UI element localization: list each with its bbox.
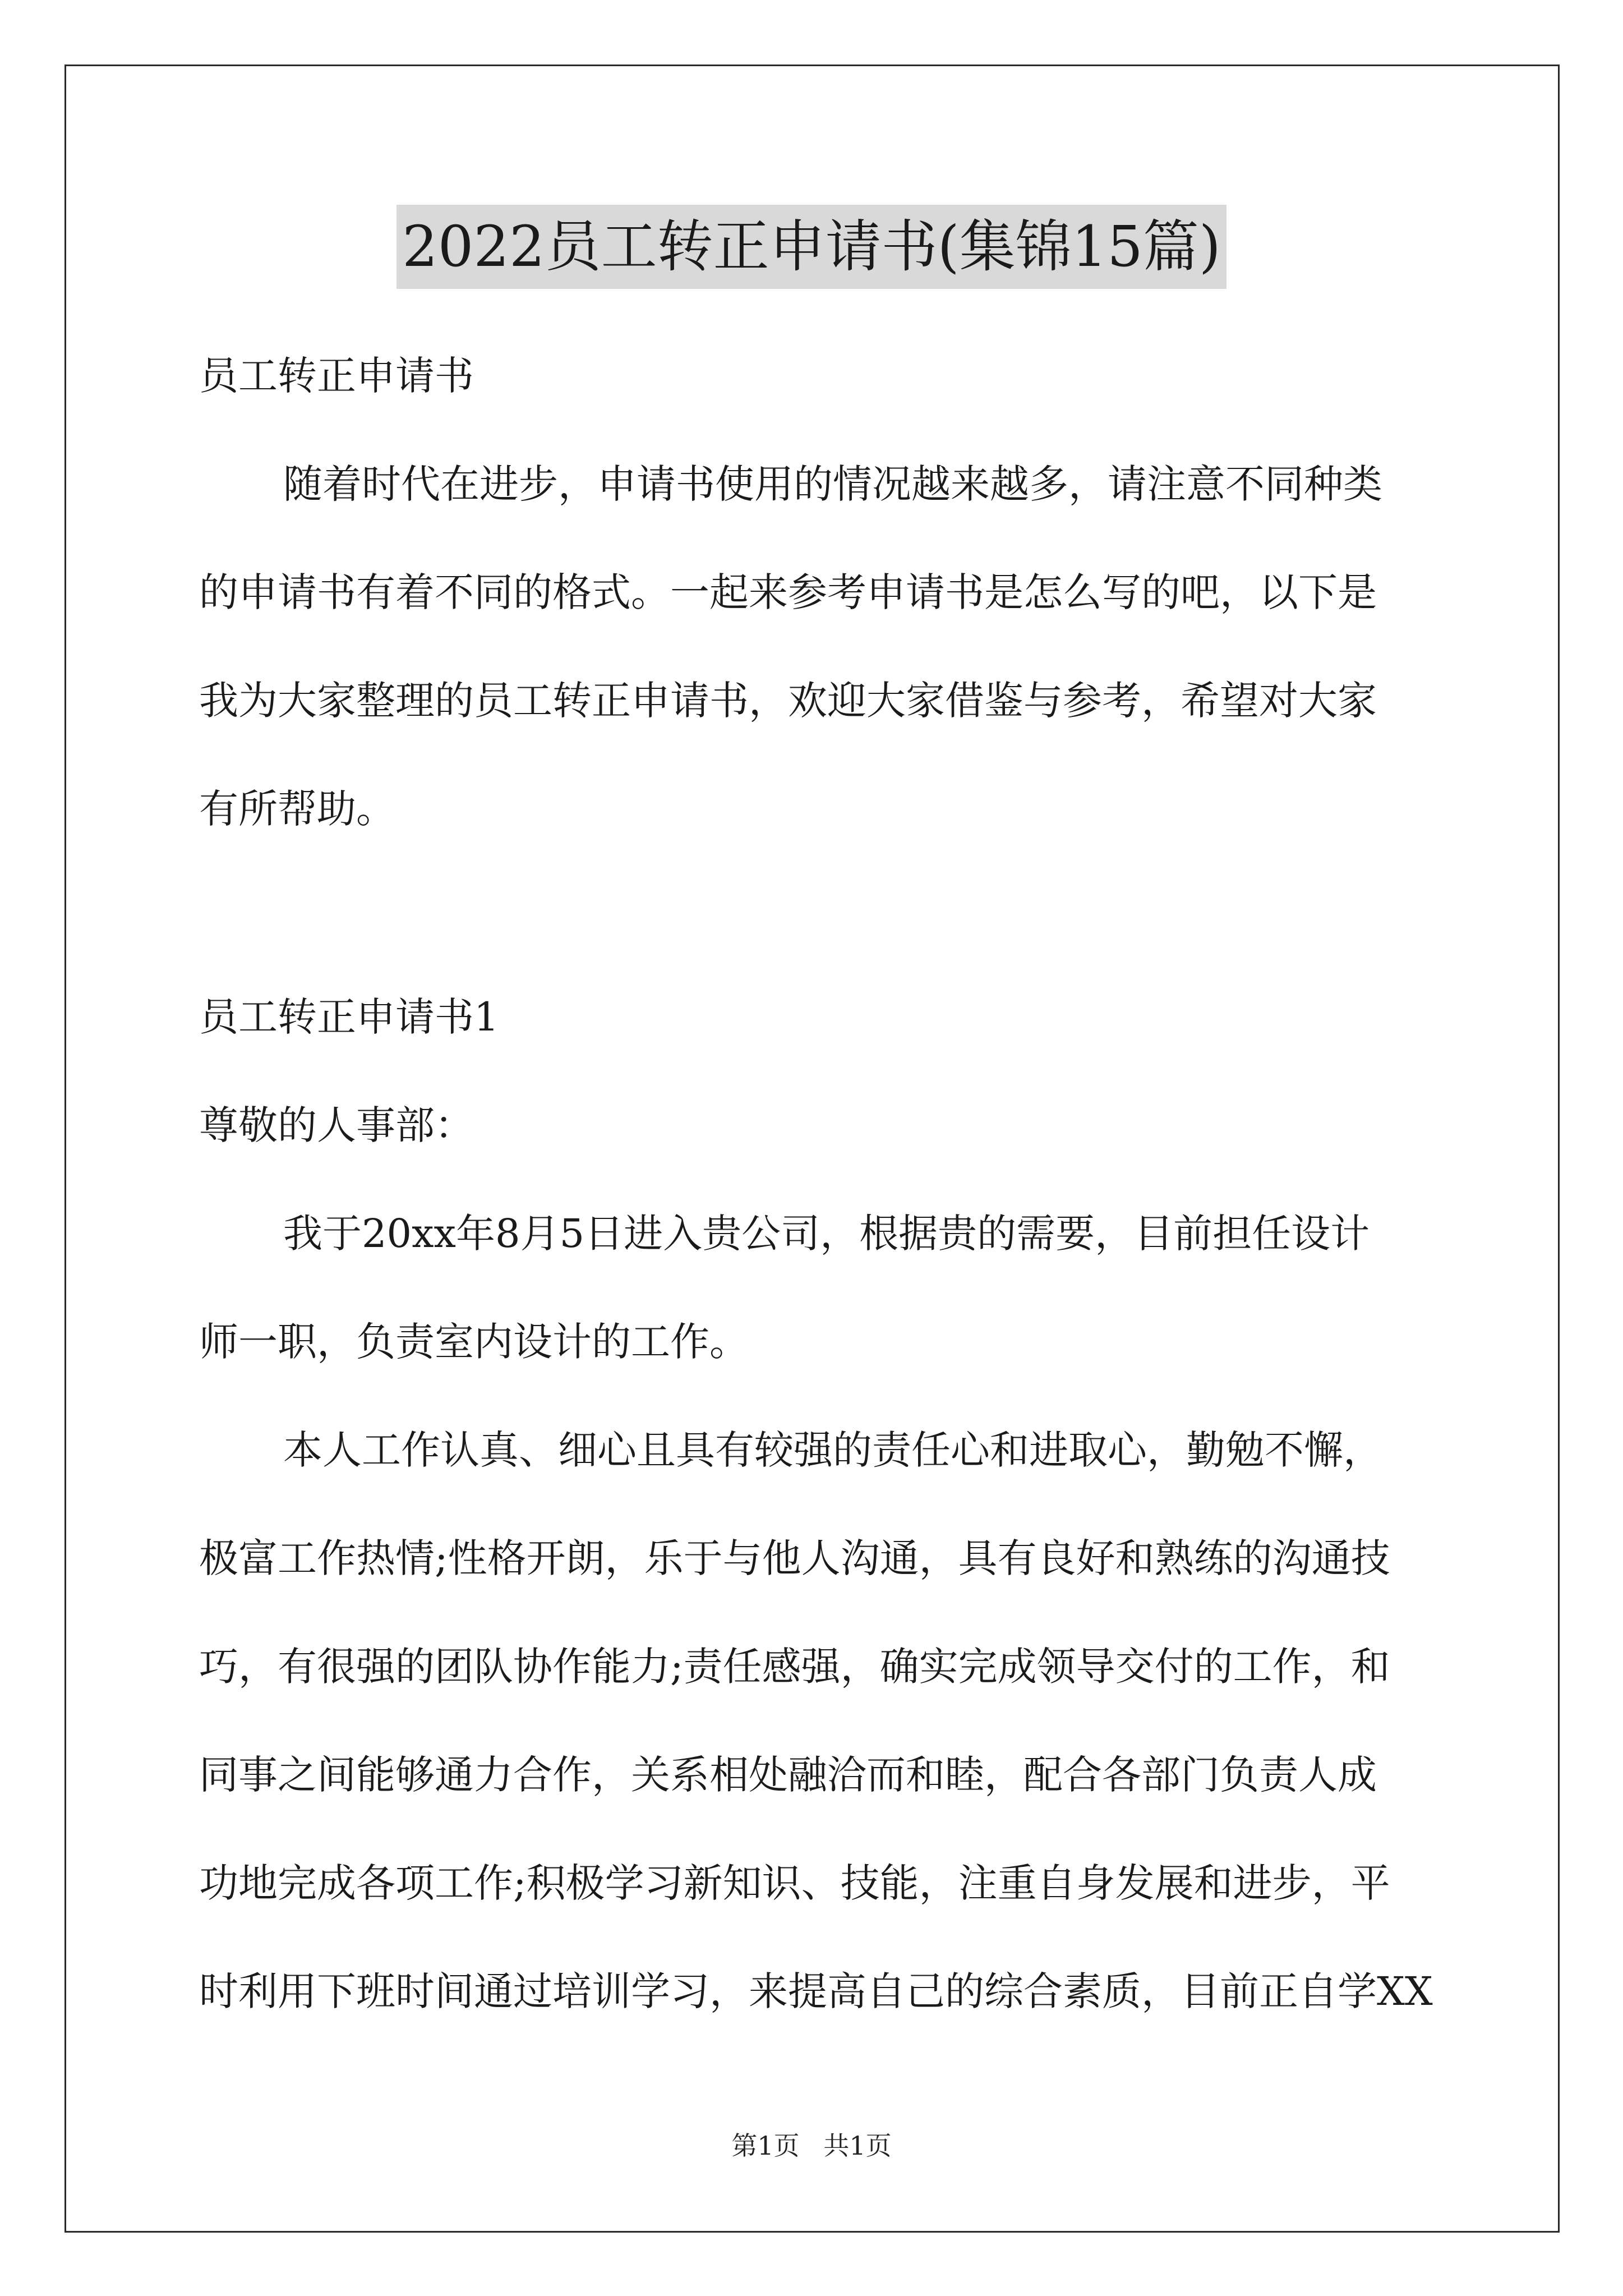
paragraph-line: 师一职，负责室内设计的工作。: [199, 1319, 749, 1365]
paragraph-line: 功地完成各项工作;积极学习新知识、技能，注重自身发展和进步，平: [199, 1860, 1390, 1906]
paragraph-line: 随着时代在进步，申请书使用的情况越来越多，请注意不同种类: [283, 461, 1382, 507]
page-total: 共1页: [823, 2131, 892, 2161]
salutation: 尊敬的人事部：: [199, 1102, 474, 1148]
title-wrap: [0, 205, 1623, 289]
paragraph-line: 本人工作认真、细心且具有较强的责任心和进取心，勤勉不懈，: [283, 1427, 1382, 1473]
paragraph-line: 的申请书有着不同的格式。一起来参考申请书是怎么写的吧，以下是: [199, 569, 1377, 615]
paragraph-line: 有所帮助。: [199, 786, 395, 832]
paragraph-line: 我于20xx年8月5日进入贵公司，根据贵的需要，目前担任设计: [283, 1211, 1370, 1257]
paragraph-line: 同事之间能够通力合作，关系相处融洽而和睦，配合各部门负责人成: [199, 1752, 1377, 1798]
paragraph-line: 巧，有很强的团队协作能力;责任感强，确实完成领导交付的工作，和: [199, 1644, 1390, 1690]
paragraph-line: 我为大家整理的员工转正申请书，欢迎大家借鉴与参考，希望对大家: [199, 678, 1377, 724]
paragraph-line: 极富工作热情;性格开朗，乐于与他人沟通，具有良好和熟练的沟通技: [199, 1535, 1390, 1581]
section-heading: 员工转正申请书: [199, 353, 474, 399]
section-heading: 员工转正申请书1: [199, 994, 499, 1040]
document-title: 2022员工转正申请书(集锦15篇): [396, 205, 1227, 289]
page-number: 第1页: [731, 2131, 800, 2161]
page-footer: [0, 2129, 1623, 2162]
paragraph-line: 时利用下班时间通过培训学习，来提高自己的综合素质，目前正自学XX: [199, 1968, 1433, 2014]
